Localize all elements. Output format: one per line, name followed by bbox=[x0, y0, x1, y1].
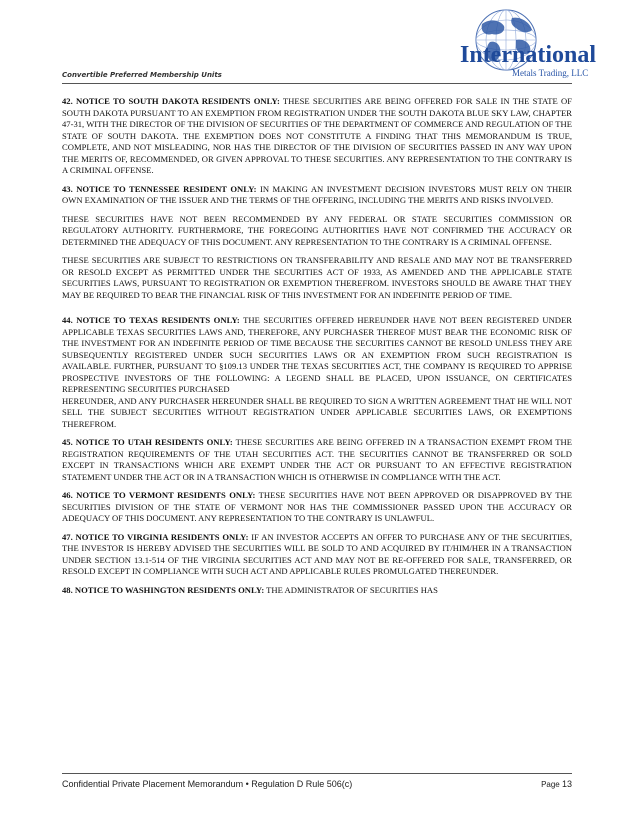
paragraph-45 bbox=[62, 437, 572, 483]
paragraph-43 bbox=[62, 184, 572, 207]
logo-text-main: International bbox=[460, 42, 597, 68]
notice-heading: 43. NOTICE TO TENNESSEE RESIDENT ONLY: bbox=[62, 183, 257, 194]
paragraph-43-c: THESE SECURITIES ARE SUBJECT TO RESTRICTIONS ON TRANSFERABILITY AND RESALE AND MAY NOT BE TRANSFERRED OR RESOLD EXCEPT AS PERMITTED UNDER THE SECURITIES ACT OF 1933, AS AMENDED AND THE APPLICABLE STATE SECURITIES LAWS, PURSUANT TO REGISTRATION OR EXEMPTION THEREFROM. INVESTORS SHOULD BE AWARE THAT THEY MAY BE REQUIRED TO BEAR THE FINANCIAL RISK OF THIS INVESTMENT FOR AN INDEFINITE PERIOD OF TIME. bbox=[62, 255, 572, 300]
page-number bbox=[541, 779, 572, 789]
notice-heading: 47. NOTICE TO VIRGINIA RESIDENTS ONLY: bbox=[62, 531, 249, 542]
footer-text: Confidential Private Placement Memorandum • Regulation D Rule 506(c) bbox=[62, 779, 353, 789]
notice-heading: 48. NOTICE TO WASHINGTON RESIDENTS ONLY: bbox=[62, 584, 265, 595]
paragraph-46 bbox=[62, 490, 572, 525]
document-body bbox=[62, 96, 572, 603]
notice-heading: 45. NOTICE TO UTAH RESIDENTS ONLY: bbox=[62, 437, 233, 447]
page-number-value: 13 bbox=[561, 779, 572, 789]
company-logo bbox=[420, 6, 597, 80]
notice-text: IN MAKING AN INVESTMENT DECISION INVESTORS MUST RELY ON THEIR OWN EXAMINATION OF THE ISSUER AND THE TERMS OF THE OFFERING, INCLUDING THE MERITS AND RISKS INVOLVED. bbox=[62, 183, 573, 205]
footer-divider bbox=[62, 773, 572, 774]
notice-heading: 46. NOTICE TO VERMONT RESIDENTS ONLY: bbox=[62, 490, 256, 500]
paragraph-43-b: THESE SECURITIES HAVE NOT BEEN RECOMMENDED BY ANY FEDERAL OR STATE SECURITIES COMMISSION OR REGULATORY AUTHORITY. FURTHERMORE, THE FOREGOING AUTHORITIES HAVE NOT CONFIRMED THE ACCURACY OR DETERMINED THE ADEQUACY OF THIS DOCUMENT. ANY REPRESENTATION TO THE CONTRARY IS A CRIMINAL OFFENSE. bbox=[62, 213, 572, 247]
notice-text: THESE SECURITIES HAVE NOT BEEN APPROVED OR DISAPPROVED BY THE SECURITIES DIVISION OF THE STATE OF VERMONT NOR HAS THE COMMISSIONER PASSED UPON THE ACCURACY OR ADEQUACY OF THIS DOCUMENT. ANY REPRESENTATION TO THE CONTRARY IS UNLAWFUL. bbox=[62, 490, 572, 523]
header-divider bbox=[62, 83, 572, 84]
notice-text: THESE SECURITIES ARE BEING OFFERED IN A TRANSACTION EXEMPT FROM THE REGISTRATION REQUIREMENTS OF THE UTAH SECURITIES ACT. THE SECURITIES CANNOT BE TRANSFERRED OR SOLD EXCEPT IN TRANSACTIONS WHICH ARE EXEMPT UNDER THE ACT OR PURSUANT TO AN EFFECTIVE REGISTRATION STATEMENT UNDER THE ACT OR IN A TRANSACTION WHICH IS OTHERWISE IN COMPLIANCE WITH THE ACT. bbox=[62, 437, 573, 482]
notice-heading: 44. NOTICE TO TEXAS RESIDENTS ONLY: bbox=[62, 315, 240, 325]
notice-text: IF AN INVESTOR ACCEPTS AN OFFER TO PURCHASE ANY OF THE SECURITIES, THE INVESTOR IS HEREBY ADVISED THE SECURITIES WILL BE SOLD TO AND ACQUIRED BY IT/HIM/HER IN A TRANSACTION UNDER SECTION 13.1-514 OF THE VIRGINIA SECURITIES ACT AND MAY NOT BE RE-OFFERED FOR SALE, TRANSFERRED, OR RESOLD EXCEPT IN COMPLIANCE WITH SUCH ACT AND APPLICABLE RULES PROMULGATED THEREUNDER. bbox=[62, 531, 572, 576]
page-label: Page bbox=[541, 780, 560, 789]
notice-text: THESE SECURITIES ARE BEING OFFERED FOR SALE IN THE STATE OF SOUTH DAKOTA PURSUANT TO AN EXEMPTION FROM REGISTRATION UNDER THE SOUTH DAKOTA BLUE SKY LAW, CHAPTER 47-31, WITH THE DIRECTOR OF THE DIVISION OF SECURITIES OF THE DEPARTMENT OF COMMERCE AND REGULATION OF THE STATE OF SOUTH DAKOTA. THE EXEMPTION DOES NOT CONSTITUTE A FINDING THAT THIS MEMORANDUM IS TRUE, COMPLETE, AND NOT MISLEADING, NOR HAS THE DIRECTOR OF THE DIVISION OF SECURITIES PASSED IN ANY WAY UPON THE MERITS OF, RECOMMENDED, OR GIVEN APPROVAL TO THESE SECURITIES. ANY REPRESENTATION TO THE CONTRARY IS A CRIMINAL OFFENSE. bbox=[62, 96, 573, 175]
paragraph-42 bbox=[62, 96, 572, 177]
notice-text: THE SECURITIES OFFERED HEREUNDER HAVE NOT BEEN REGISTERED UNDER APPLICABLE TEXAS SECURITIES LAWS AND, THEREFORE, ANY PURCHASER THEREOF MUST BEAR THE ECONOMIC RISK OF THE INVESTMENT FOR AN INDEFINITE PERIOD OF TIME BECAUSE THE SECURITIES CANNOT BE RESOLD UNLESS THEY ARE SUBSEQUENTLY REGISTERED UNDER SUCH SECURITIES LAWS OR AN EXEMPTION FROM SUCH REGISTRATION IS AVAILABLE. FURTHER, PURSUANT TO §109.13 UNDER THE TEXAS SECURITIES ACT, THE COMPANY IS REQUIRED TO APPRISE PROSPECTIVE INVESTORS OF THE FOLLOWING: A LEGEND SHALL BE PLACED, UPON ISSUANCE, ON CERTIFICATES REPRESENTING SECURITIES PURCHASED bbox=[62, 315, 572, 394]
running-header-title: Convertible Preferred Membership Units bbox=[62, 71, 222, 79]
notice-text-continued: HEREUNDER, AND ANY PURCHASER HEREUNDER SHALL BE REQUIRED TO SIGN A WRITTEN AGREEMENT THAT HE WILL NOT SELL THE SUBJECT SECURITIES WITHOUT REGISTRATION UNDER APPLICABLE SECURITIES LAWS, OR EXEMPTIONS THEREFROM. bbox=[62, 395, 572, 429]
notice-text: THE ADMINISTRATOR OF SECURITIES HAS bbox=[264, 584, 438, 595]
logo-text-sub: Metals Trading, LLC bbox=[512, 68, 589, 78]
notice-heading: 42. NOTICE TO SOUTH DAKOTA RESIDENTS ONLY: bbox=[62, 96, 280, 106]
globe-logo-icon bbox=[420, 6, 597, 80]
paragraph-47 bbox=[62, 532, 572, 578]
paragraph-44 bbox=[62, 315, 572, 430]
paragraph-48 bbox=[62, 585, 572, 597]
